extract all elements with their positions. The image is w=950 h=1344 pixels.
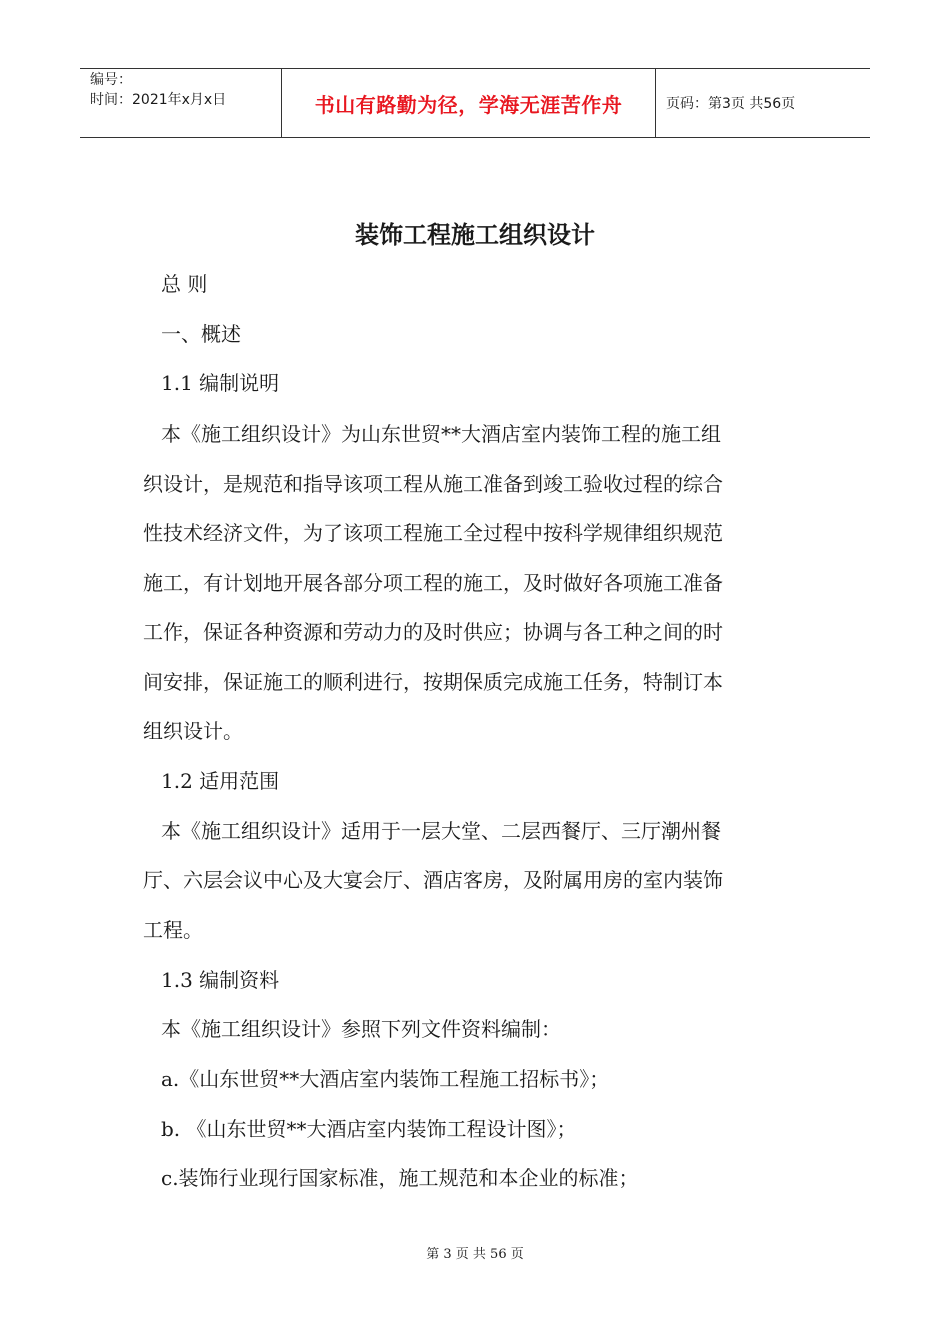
- subsection-heading-1-3: 1.3 编制资料: [161, 968, 280, 992]
- paragraph-line: 组织设计。: [143, 719, 243, 743]
- paragraph-line: 工作，保证各种资源和劳动力的及时供应；协调与各工种之间的时: [143, 620, 723, 644]
- header-motto-cell: [281, 69, 656, 137]
- paragraph-line: 厅、六层会议中心及大宴会厅、酒店客房，及附属用房的室内装饰: [143, 868, 723, 892]
- subsection-heading-1-2: 1.2 适用范围: [161, 769, 280, 793]
- document-number-label: 编号：: [90, 72, 132, 88]
- reference-item: b. 《山东世贸**大酒店室内装饰工程设计图》；: [161, 1117, 577, 1141]
- section-heading-overview: 一、概述: [161, 322, 241, 346]
- paragraph-line: 施工，有计划地开展各部分项工程的施工，及时做好各项施工准备: [143, 571, 723, 595]
- paragraph-line: 间安排，保证施工的顺利进行，按期保质完成施工任务，特制订本: [143, 670, 723, 694]
- motto-text: 书山有路勤为径，学海无涯苦作舟: [314, 92, 623, 117]
- page-header: [80, 68, 870, 138]
- header-meta-cell: [80, 69, 281, 137]
- page-footer: 第 3 页 共 56 页: [426, 1247, 524, 1262]
- subsection-heading-1-1: 1.1 编制说明: [161, 371, 280, 395]
- paragraph-line: 本《施工组织设计》适用于一层大堂、二层西餐厅、三厅潮州餐: [161, 819, 721, 843]
- document-title: 装饰工程施工组织设计: [355, 220, 595, 249]
- heading-general: 总 则: [161, 272, 208, 296]
- paragraph-line: 本《施工组织设计》为山东世贸**大酒店室内装饰工程的施工组: [161, 422, 721, 446]
- header-page-info: 页码：第3页 共56页: [666, 96, 796, 112]
- document-date: 时间：2021年x月x日: [90, 92, 227, 108]
- paragraph-line: 工程。: [143, 918, 203, 942]
- paragraph-line: 织设计，是规范和指导该项工程从施工准备到竣工验收过程的综合: [143, 472, 723, 496]
- reference-item: a.《山东世贸**大酒店室内装饰工程施工招标书》；: [161, 1067, 610, 1091]
- paragraph-line: 本《施工组织设计》参照下列文件资料编制：: [161, 1017, 561, 1041]
- reference-item: c.装饰行业现行国家标准，施工规范和本企业的标准；: [161, 1166, 639, 1190]
- paragraph-line: 性技术经济文件，为了该项工程施工全过程中按科学规律组织规范: [143, 521, 723, 545]
- header-page-cell: [656, 69, 870, 137]
